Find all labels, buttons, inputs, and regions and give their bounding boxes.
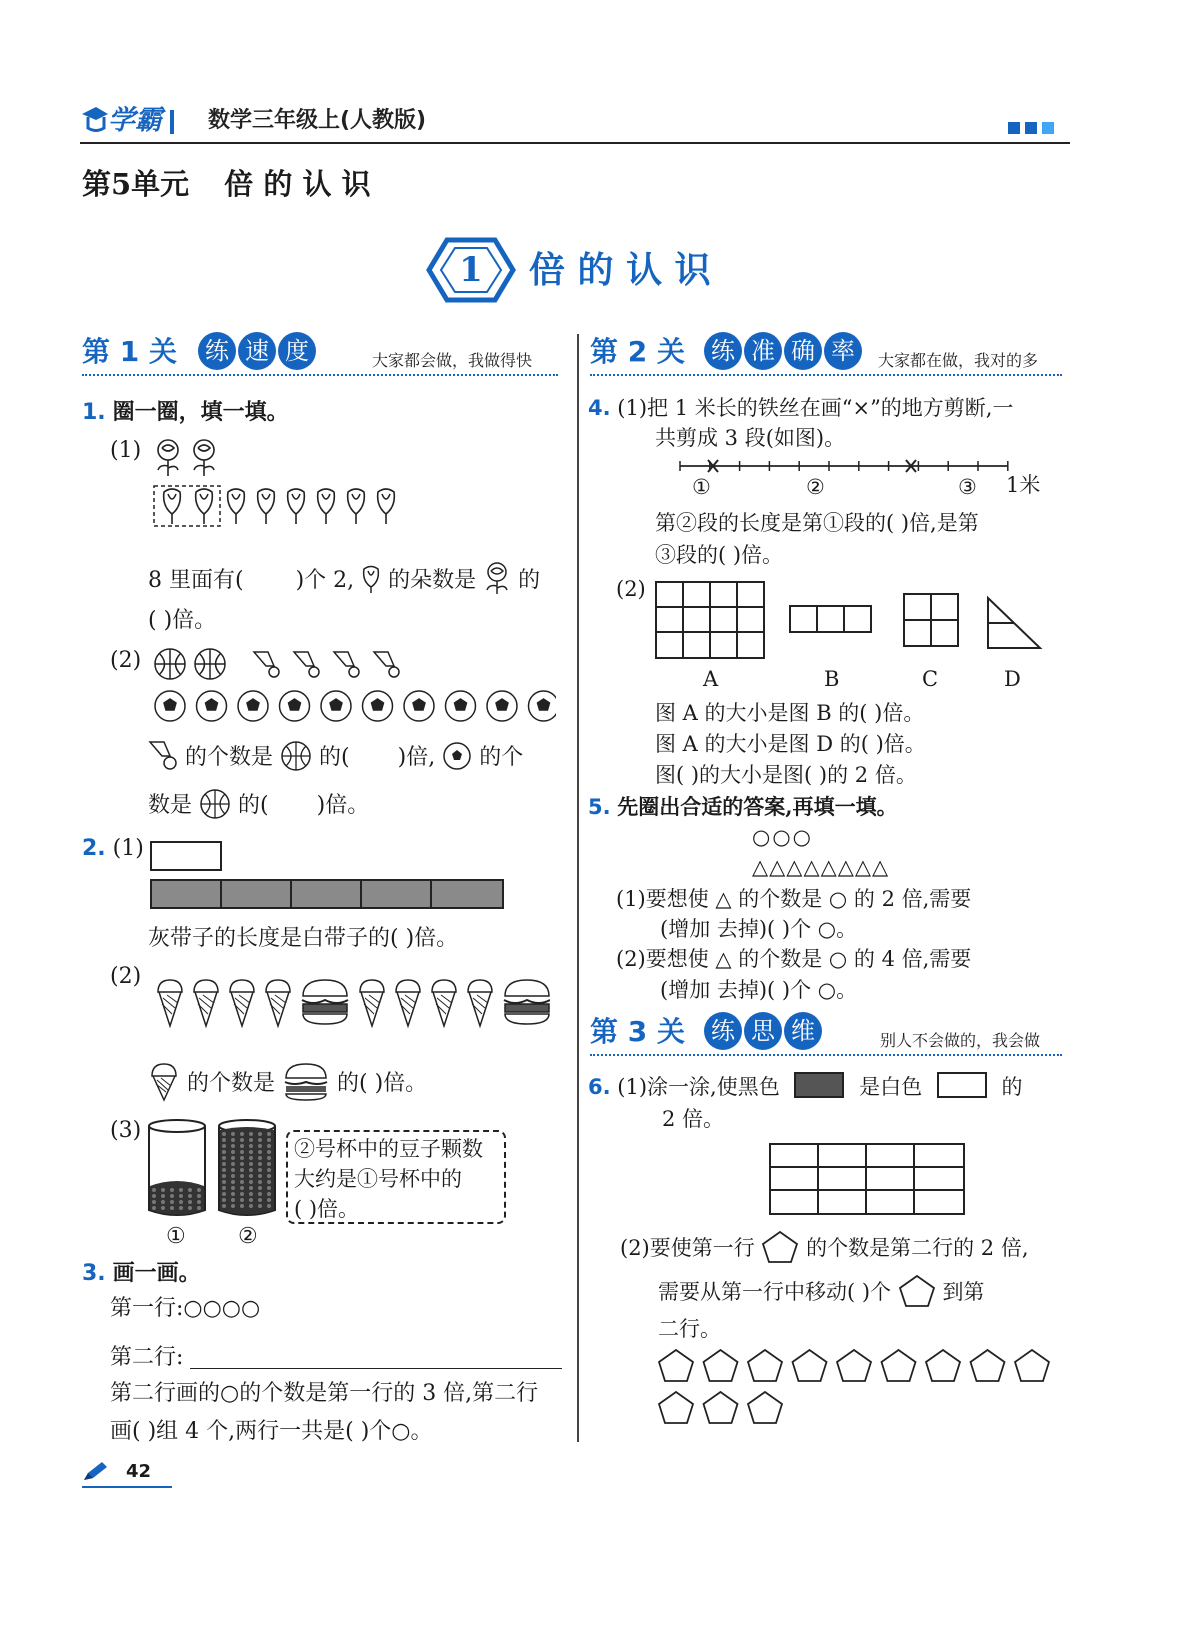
q6-p2-text: (2)要使第一行 <box>620 1236 755 1260</box>
q2-part1-label: (1) <box>112 836 144 861</box>
q6-p2-text: 需要从第一行中移动( )个 <box>658 1280 892 1304</box>
q1-part2-answer-line1 <box>148 740 523 773</box>
q2-p2-text: 的个数是 <box>187 1071 276 1096</box>
q1-soccer-balls-icon <box>152 688 556 724</box>
figure-c-label: C <box>922 667 939 691</box>
q6-part2-line2 <box>658 1274 984 1308</box>
q1-p2-text: 的个数是 <box>185 745 274 770</box>
section-1-badge-char: 度 <box>278 332 316 370</box>
section-3-level: 第 3 关 <box>590 1015 685 1048</box>
q1-number: 1. <box>82 400 106 425</box>
q3-title-row <box>82 1258 201 1289</box>
header-rule <box>80 142 1070 144</box>
unit-label: 第5单元 <box>82 167 190 201</box>
q4-part2-answer3: 图( )的大小是图( )的 2 倍。 <box>655 763 917 787</box>
q1-p2-text: )倍。 <box>316 793 370 818</box>
burger-icon <box>282 1062 330 1102</box>
section-2-badge-char: 练 <box>704 332 742 370</box>
q6-p1-text: 的 <box>1001 1075 1023 1099</box>
section-3-badge-char: 练 <box>704 1012 742 1050</box>
q6-part1-row <box>588 1072 1022 1102</box>
q5-circles: ○○○ <box>752 825 813 849</box>
section-1-badge-char: 练 <box>198 332 236 370</box>
q1-part2-label: (2) <box>110 648 142 673</box>
q5-triangles: △△△△△△△△ <box>752 855 890 879</box>
q3-row2: 第二行: <box>110 1345 184 1370</box>
bubble-line1: ②号杯中的豆子颗数 <box>294 1137 483 1161</box>
q1-p2-text: 的( <box>238 793 269 818</box>
q6-part1-line2: 2 倍。 <box>662 1107 725 1131</box>
section-2-badge-char: 率 <box>824 332 862 370</box>
q4-part1-answer2: ③段的( )倍。 <box>655 543 784 567</box>
q1-part2-answer-line2 <box>148 788 369 821</box>
q3-text-line1: 第二行画的○的个数是第一行的 3 倍,第二行 <box>110 1381 539 1406</box>
q6-number: 6. <box>588 1075 611 1099</box>
section-2-slogan: 大家都在做，我对的多 <box>878 351 1039 370</box>
segment-1-label: ① <box>692 475 711 499</box>
figure-a-label: A <box>703 667 719 691</box>
section-3-badge-char: 维 <box>784 1012 822 1050</box>
q1-p1-text: 的朵数是 <box>388 568 477 593</box>
basketball-icon <box>280 740 312 772</box>
pencil-icon <box>82 1460 108 1482</box>
q5-title-row <box>588 792 898 822</box>
figure-b-label: B <box>824 667 840 691</box>
q1-title-row <box>82 397 289 428</box>
q1-balls-shuttlecocks-icon <box>152 646 412 682</box>
q1-p2-text: 的个 <box>479 745 524 770</box>
white-cell <box>937 1072 987 1098</box>
basketball-icon <box>199 788 231 820</box>
q1-roses-icon <box>152 434 224 478</box>
section-1-level: 第 1 关 <box>82 335 177 368</box>
figure-d-label: D <box>1004 667 1021 691</box>
q6-p2-text: 到第 <box>942 1280 985 1304</box>
book-title: 数学三年级上(人教版) <box>208 108 427 133</box>
q5-part1-line1: (1)要想使 △ 的个数是 ○ 的 2 倍,需要 <box>616 887 972 911</box>
column-divider <box>577 334 579 1442</box>
q3-answer-line <box>190 1368 562 1369</box>
section-2-badge-char: 准 <box>744 332 782 370</box>
q1-part1-answer-line1 <box>148 561 540 596</box>
q4-wire-diagram <box>676 456 1046 502</box>
q2-p2-text: 的( )倍。 <box>337 1071 428 1096</box>
gray-strip <box>150 879 504 909</box>
q6-pentagons-figure <box>656 1346 1066 1428</box>
q4-shapes-figure <box>654 580 1054 660</box>
q2-icecream-burger-icon <box>155 976 550 1032</box>
footer <box>82 1458 174 1488</box>
footer-rule <box>82 1486 172 1488</box>
q1-p2-text: )倍, <box>397 745 436 770</box>
section-1-badge <box>198 332 318 370</box>
unit-name: 倍 的 认 识 <box>224 167 371 201</box>
q5-number: 5. <box>588 795 611 819</box>
lesson-title: 倍 的 认 识 <box>529 249 711 291</box>
q4-line1-row <box>588 393 1013 423</box>
brand-divider <box>170 110 174 134</box>
q1-p1-text: 8 里面有( <box>148 568 244 593</box>
q2-cups-icon <box>144 1116 284 1220</box>
q4-part2-answer1: 图 A 的大小是图 B 的( )倍。 <box>655 701 925 725</box>
q3-text-line2: 画( )组 4 个,两行一共是( )个○。 <box>110 1419 433 1444</box>
section-1-slogan: 大家都会做，我做得快 <box>372 351 533 370</box>
q3-row1: 第一行:○○○○ <box>110 1296 261 1321</box>
lesson-header <box>425 236 745 306</box>
q5-part2-line2: (增加 去掉)( )个 ○。 <box>660 978 858 1002</box>
section-2-header <box>590 332 1062 376</box>
q4-part2-label: (2) <box>616 577 646 601</box>
section-1-header <box>82 332 558 376</box>
q2-part2-answer <box>148 1062 427 1102</box>
q6-part2-line3: 二行。 <box>658 1317 721 1341</box>
q5-title: 先圈出合适的答案,再填一填。 <box>617 794 898 819</box>
q4-part1-answer1: 第②段的长度是第①段的( )倍,是第 <box>655 511 979 535</box>
section-2-level: 第 2 关 <box>590 335 685 368</box>
icecream-icon <box>148 1062 180 1102</box>
segment-2-label: ② <box>806 475 825 499</box>
section-2-badge <box>704 332 864 370</box>
section-3-slogan: 别人不会做的，我会做 <box>880 1031 1041 1050</box>
header <box>80 100 1070 144</box>
q2-part1-row <box>82 834 144 864</box>
q3-number: 3. <box>82 1261 106 1286</box>
cup-2-label: ② <box>238 1224 258 1249</box>
q6-p1-text: 是白色 <box>859 1075 923 1099</box>
brand-logo-icon <box>80 104 110 134</box>
q4-part1-line1: (1)把 1 米长的铁丝在画“×”的地方剪断,一 <box>617 396 1014 420</box>
q2-part1-answer: 灰带子的长度是白带子的( )倍。 <box>148 926 459 951</box>
page-number: 42 <box>126 1461 152 1482</box>
q1-part1-answer-line2: ( )倍。 <box>148 608 217 633</box>
q1-part1-label: (1) <box>110 438 142 463</box>
brand-name: 学霸 <box>108 105 162 136</box>
pentagon-icon <box>898 1274 936 1308</box>
black-cell <box>794 1072 844 1098</box>
q4-part2-answer2: 图 A 的大小是图 D 的( )倍。 <box>655 732 926 756</box>
q1-title: 圈一圈，填一填。 <box>112 399 289 425</box>
lesson-number: 1 <box>459 250 483 290</box>
q5-part2-line1: (2)要想使 △ 的个数是 ○ 的 4 倍,需要 <box>616 947 972 971</box>
soccer-ball-icon <box>442 741 472 771</box>
pentagon-icon <box>761 1230 799 1264</box>
q2-part3-label: (3) <box>110 1118 142 1143</box>
q2-number: 2. <box>82 836 106 861</box>
q6-p1-text: (1)涂一涂,使黑色 <box>617 1075 780 1099</box>
header-squares <box>1008 122 1068 134</box>
section-3-badge <box>704 1012 824 1050</box>
q1-tulips-icon <box>152 484 412 530</box>
segment-3-label: ③ <box>958 475 977 499</box>
q4-number: 4. <box>588 396 611 420</box>
rose-icon <box>483 561 511 595</box>
q5-part1-line2: (增加 去掉)( )个 ○。 <box>660 917 858 941</box>
white-strip <box>150 841 222 871</box>
q2-speech-bubble <box>286 1130 506 1224</box>
meter-label: 1米 <box>1006 473 1041 497</box>
section-3-badge-char: 思 <box>744 1012 782 1050</box>
q1-p1-text: )个 2, <box>295 568 355 593</box>
section-3-header <box>590 1012 1062 1056</box>
bubble-line2: 大约是①号杯中的 <box>294 1167 462 1191</box>
unit-title <box>82 164 371 204</box>
q1-p1-text: 的 <box>518 568 541 593</box>
q1-p2-text: 的( <box>319 745 350 770</box>
section-2-badge-char: 确 <box>784 332 822 370</box>
q1-p2-text: 数是 <box>148 793 193 818</box>
q2-part2-label: (2) <box>110 964 142 989</box>
cup-1-label: ① <box>166 1224 186 1249</box>
q6-p2-text: 的个数是第二行的 2 倍, <box>806 1236 1029 1260</box>
q4-part1-line2: 共剪成 3 段(如图)。 <box>655 426 846 450</box>
q6-part2-line1 <box>620 1230 1029 1264</box>
shuttlecock-icon <box>148 740 178 772</box>
section-1-badge-char: 速 <box>238 332 276 370</box>
tulip-icon <box>361 565 381 593</box>
bubble-line3: ( )倍。 <box>294 1197 360 1221</box>
q6-coloring-grid[interactable] <box>768 1142 966 1216</box>
q3-title: 画一画。 <box>112 1260 201 1286</box>
